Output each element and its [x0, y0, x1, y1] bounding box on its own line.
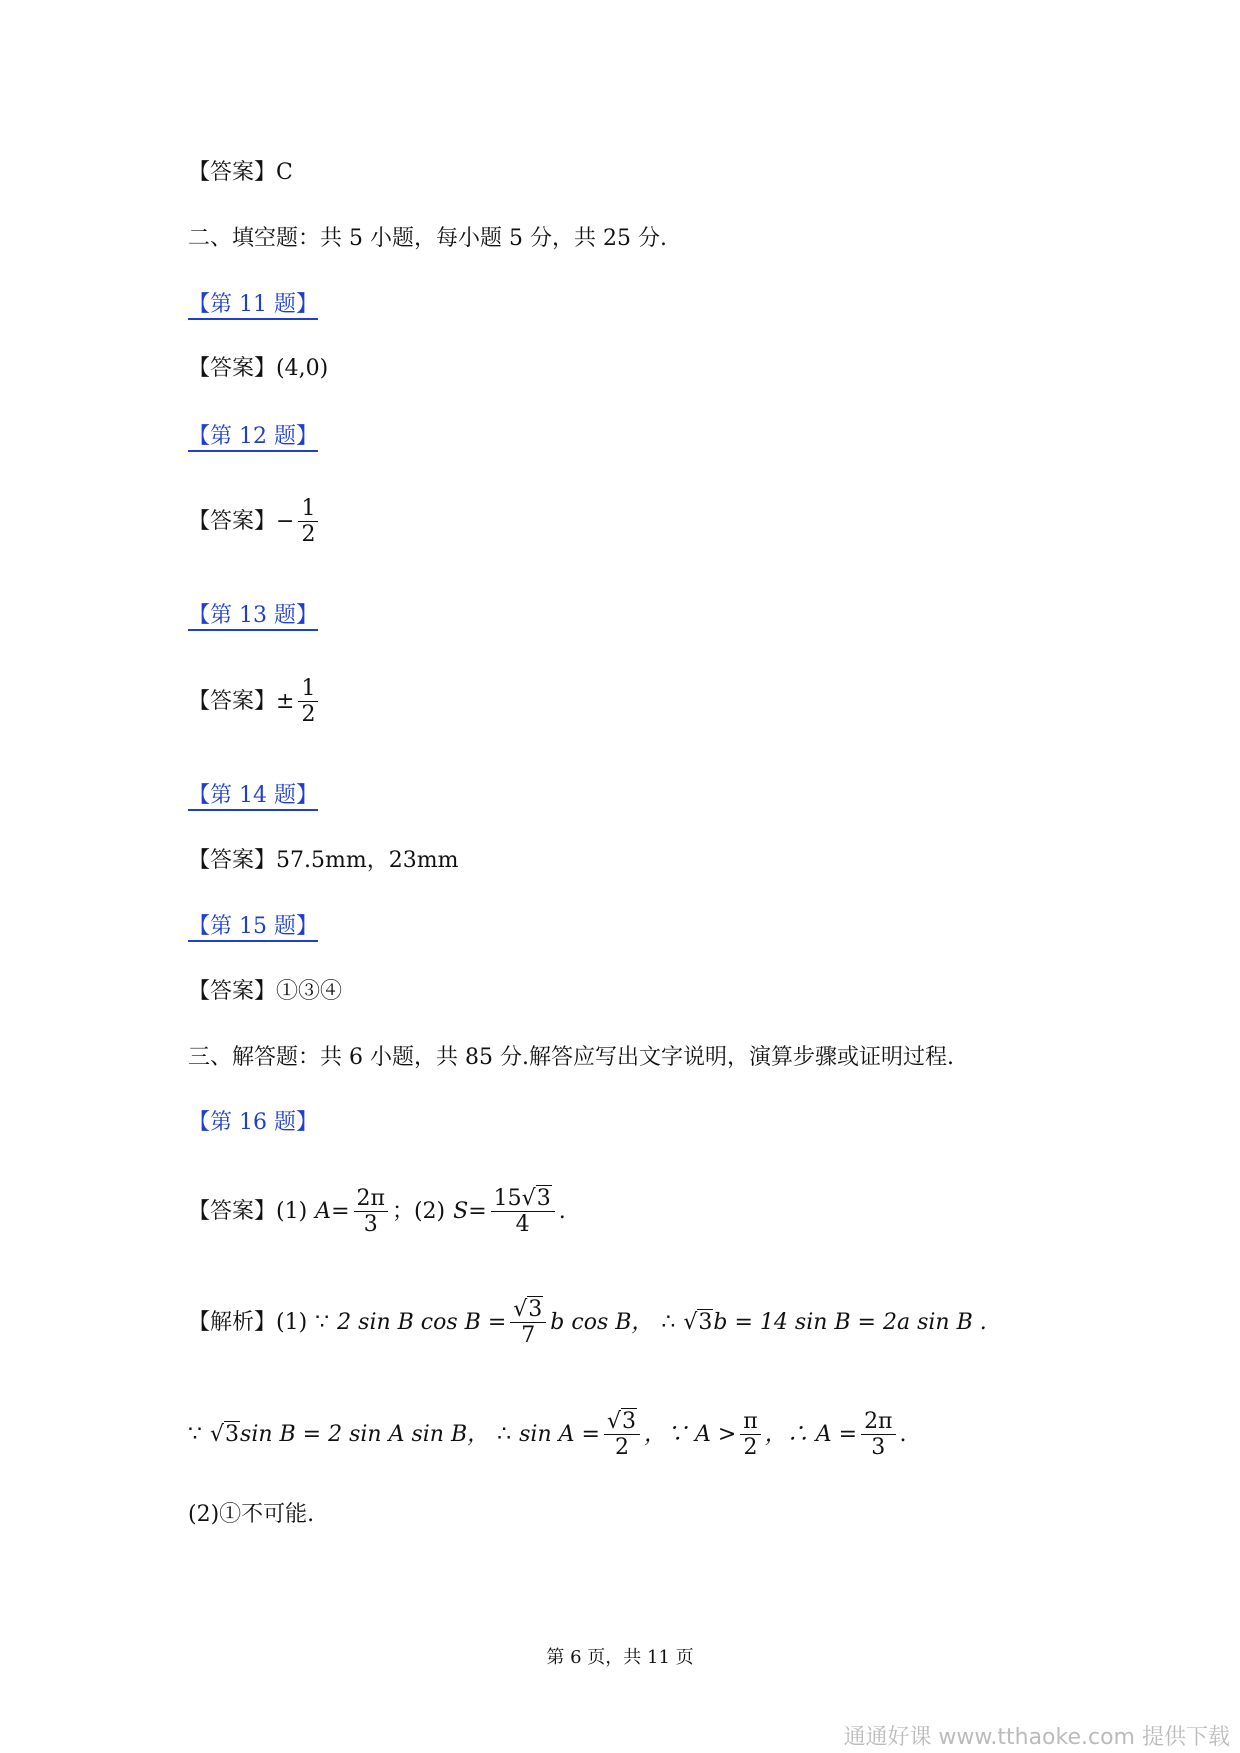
- equals: =: [468, 1198, 487, 1224]
- answer-sign: ±: [276, 688, 295, 714]
- expression: ，∵ A >: [643, 1421, 737, 1447]
- fraction-numerator: 15√3: [491, 1186, 555, 1212]
- fraction-denominator: 3: [871, 1435, 886, 1461]
- fraction: [491, 1186, 555, 1238]
- answer-q12: [188, 496, 322, 548]
- question-link-12[interactable]: [188, 424, 318, 450]
- period: .: [899, 1421, 907, 1447]
- radicand: 3: [621, 1409, 636, 1434]
- analysis-label: 【解析】(1): [188, 1309, 308, 1335]
- fraction: [861, 1409, 895, 1461]
- fraction-numerator: √3: [510, 1297, 546, 1323]
- therefore-symbol: ∴: [661, 1309, 676, 1335]
- radicand: 3: [528, 1297, 543, 1322]
- watermark: 通通好课 www.tthaoke.com 提供下载: [843, 1725, 1230, 1750]
- expression: b = 14 sin B = 2a sin B .: [713, 1309, 987, 1335]
- separator: ；(2): [391, 1198, 446, 1224]
- because-symbol: ∵: [315, 1309, 330, 1335]
- fraction: [354, 1186, 388, 1238]
- expression: sin B = 2 sin A sin B，: [240, 1421, 490, 1447]
- sqrt: √3: [683, 1309, 713, 1335]
- fraction-numerator: √3: [604, 1409, 640, 1435]
- answer-q10: 【答案】C: [188, 160, 293, 185]
- question-link-14[interactable]: [188, 783, 318, 809]
- fraction: [740, 1409, 760, 1461]
- question-14-title[interactable]: 【第 14 题】: [188, 783, 318, 811]
- fraction: [298, 496, 318, 548]
- answer-label: 【答案】: [188, 508, 277, 534]
- fraction-denominator: 4: [515, 1212, 530, 1238]
- answer-q16: [188, 1186, 566, 1238]
- radicand: 3: [225, 1421, 240, 1447]
- question-link-11[interactable]: [188, 292, 318, 318]
- section-heading-fill-in: 二、填空题：共 5 小题，每小题 5 分，共 25 分.: [188, 226, 667, 251]
- therefore-symbol: ∴: [497, 1421, 512, 1447]
- period: .: [558, 1198, 566, 1224]
- expression: b cos B，: [550, 1309, 654, 1335]
- fraction-denominator: 2: [614, 1435, 629, 1461]
- fraction-denominator: 2: [743, 1435, 758, 1461]
- fraction-numerator: 1: [298, 496, 318, 522]
- answer-label: 【答案】: [188, 688, 277, 714]
- fraction-denominator: 7: [521, 1323, 536, 1349]
- analysis-line-1: [188, 1297, 987, 1349]
- page-footer: 第 6 页，共 11 页: [546, 1647, 694, 1668]
- question-15-title[interactable]: 【第 15 题】: [188, 914, 318, 942]
- fraction: [298, 676, 318, 728]
- answer-q14: 【答案】57.5mm，23mm: [188, 848, 459, 873]
- fraction-denominator: 2: [301, 522, 316, 548]
- question-12-title[interactable]: 【第 12 题】: [188, 424, 318, 452]
- fraction-denominator: 2: [301, 702, 316, 728]
- answer-q11: 【答案】(4,0): [188, 356, 329, 381]
- question-13-title[interactable]: 【第 13 题】: [188, 603, 318, 631]
- sqrt: √3: [210, 1421, 240, 1447]
- expression: 2 sin B cos B =: [337, 1309, 507, 1335]
- fraction-numerator: 1: [298, 676, 318, 702]
- analysis-line-2: [188, 1409, 907, 1461]
- fraction-numerator: π: [740, 1409, 760, 1435]
- question-link-13[interactable]: [188, 603, 318, 629]
- answer-q15: 【答案】①③④: [188, 979, 343, 1004]
- answer-label: 【答案】(1): [188, 1198, 308, 1224]
- var-S: S: [453, 1198, 469, 1224]
- var-A: A: [315, 1198, 332, 1224]
- fraction-numerator: 2π: [861, 1409, 895, 1435]
- answer-sign: −: [276, 508, 295, 534]
- radicand: 3: [698, 1309, 713, 1335]
- fraction-numerator: 2π: [354, 1186, 388, 1212]
- fraction-denominator: 3: [363, 1212, 378, 1238]
- section-heading-solutions: 三、解答题：共 6 小题，共 85 分.解答应写出文字说明，演算步骤或证明过程.: [188, 1045, 954, 1070]
- answer-q13: [188, 676, 322, 728]
- equals: =: [331, 1198, 350, 1224]
- expression: sin A =: [519, 1421, 600, 1447]
- because-symbol: ∵: [188, 1421, 202, 1447]
- question-11-title[interactable]: 【第 11 题】: [188, 292, 318, 320]
- question-16-title: 【第 16 题】: [188, 1110, 318, 1135]
- question-link-15[interactable]: [188, 914, 318, 940]
- radicand: 3: [536, 1186, 551, 1211]
- analysis-part-2: (2)①不可能.: [188, 1502, 315, 1527]
- expression: ，∴ A =: [764, 1421, 858, 1447]
- coefficient: 15: [493, 1186, 522, 1211]
- fraction: [604, 1409, 640, 1461]
- fraction: [510, 1297, 546, 1349]
